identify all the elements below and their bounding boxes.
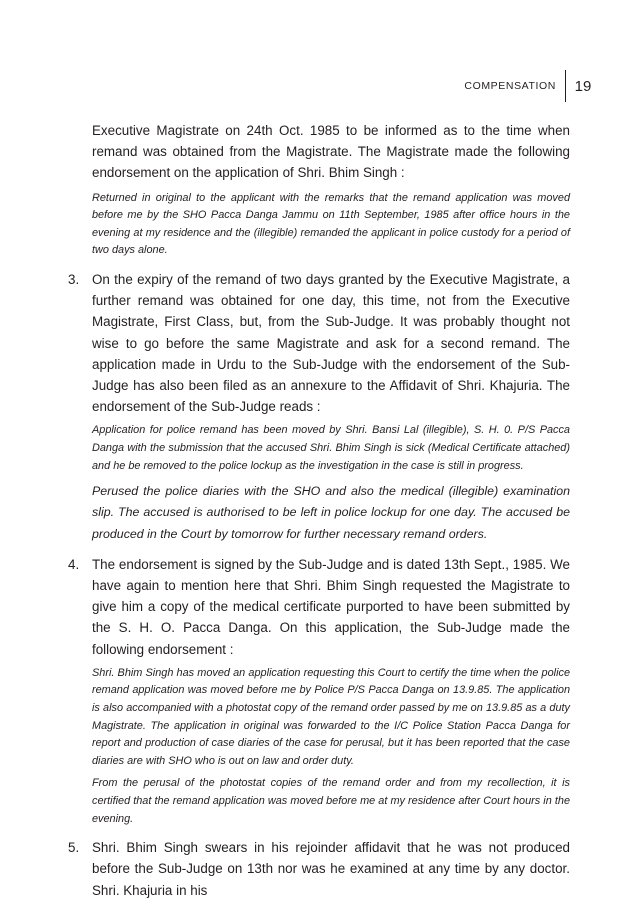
paragraph-4 [68,554,570,660]
paragraph-number: 4. [68,556,80,572]
paragraph-text: On the expiry of the remand of two days granted by the Executive Magistrate, a further remand was obtained for one day, this time, not from the Executive Magistrate, First Class, but, from the Sub-Judge. It was probably thought not wise to go before the same Magistrate and ask for a second remand. The application made in Urdu to the Sub-Judge with the endorsement of the Sub-Judge has also been filed as an annexure to the Affidavit of Shri. Khajuria. The endorsement of the Sub-Judge reads : [92,271,570,415]
block-quote: Application for police remand has been moved by Shri. Bansi Lal (illegible), S. H. 0. P/S Pacca Danga with the submission that the accused Shri. Bhim Singh is sick (Medical Certificate attached) and he be removed to the police lockup as the investigation in the case is still in progress. [92,424,570,472]
paragraph-number: 3. [68,271,80,287]
paragraph-text: Shri. Bhim Singh swears in his rejoinder affidavit that he was not produced before the Sub-Judge on 13th nor was he examined at any time by any doctor. Shri. Khajuria in his [92,840,570,898]
block-quote-large: Perused the police diaries with the SHO and also the medical (illegible) examination slip. The accused is authorised to be left in police lockup for one day. The accused be produced in the Court by tomorrow for further necessary remand orders. [92,484,570,541]
paragraph-3 [68,269,570,417]
paragraph-continued [92,120,570,184]
paragraph-5 [68,837,570,901]
block-quote: Shri. Bhim Singh has moved an application requesting this Court to certify the time when the police remand application was moved before me by Police P/S Pacca Danga on 13.9.85. The application is also accompanied with a photostat copy of the remand order passed by me on 13.9.85 as a duty Magistrate. The application in original was forwarded to the I/C Police Station Pacca Danga for report and production of case diaries of the case for perusal, but it has been reported that the case diaries are with SHO who is out on law and order duty. [92,666,570,767]
paragraph-text: Executive Magistrate on 24th Oct. 1985 to be informed as to the time when remand was obtained from the Magistrate. The Magistrate made the following endorsement on the application of Shri. Bhim Singh : [92,123,570,181]
paragraph-text: The endorsement is signed by the Sub-Judge and is dated 13th Sept., 1985. We have again to mention here that Shri. Bhim Singh requested the Magistrate to give him a copy of the medical certificate purported to have been submitted by the S. H. O. Pacca Danga. On this application, the Sub-Judge made the following endorsement : [92,556,570,657]
block-quote: Returned in original to the applicant with the remarks that the remand application was moved before me by the SHO Pacca Danga Jammu on 11th September, 1985 after office hours in the evening at my residence and the (illegible) remanded the applicant in police custody for a period of two days alone. [92,191,570,257]
paragraph-number: 5. [68,840,80,856]
page-number: 19 [565,70,600,102]
page-body [0,120,638,901]
block-quote: From the perusal of the photostat copies of the remand order and from my recollection, it is certified that the remand application was moved before me at my residence after Court hours in the evening. [92,777,570,825]
section-title: COMPENSATION [464,80,556,92]
running-header [464,70,600,102]
